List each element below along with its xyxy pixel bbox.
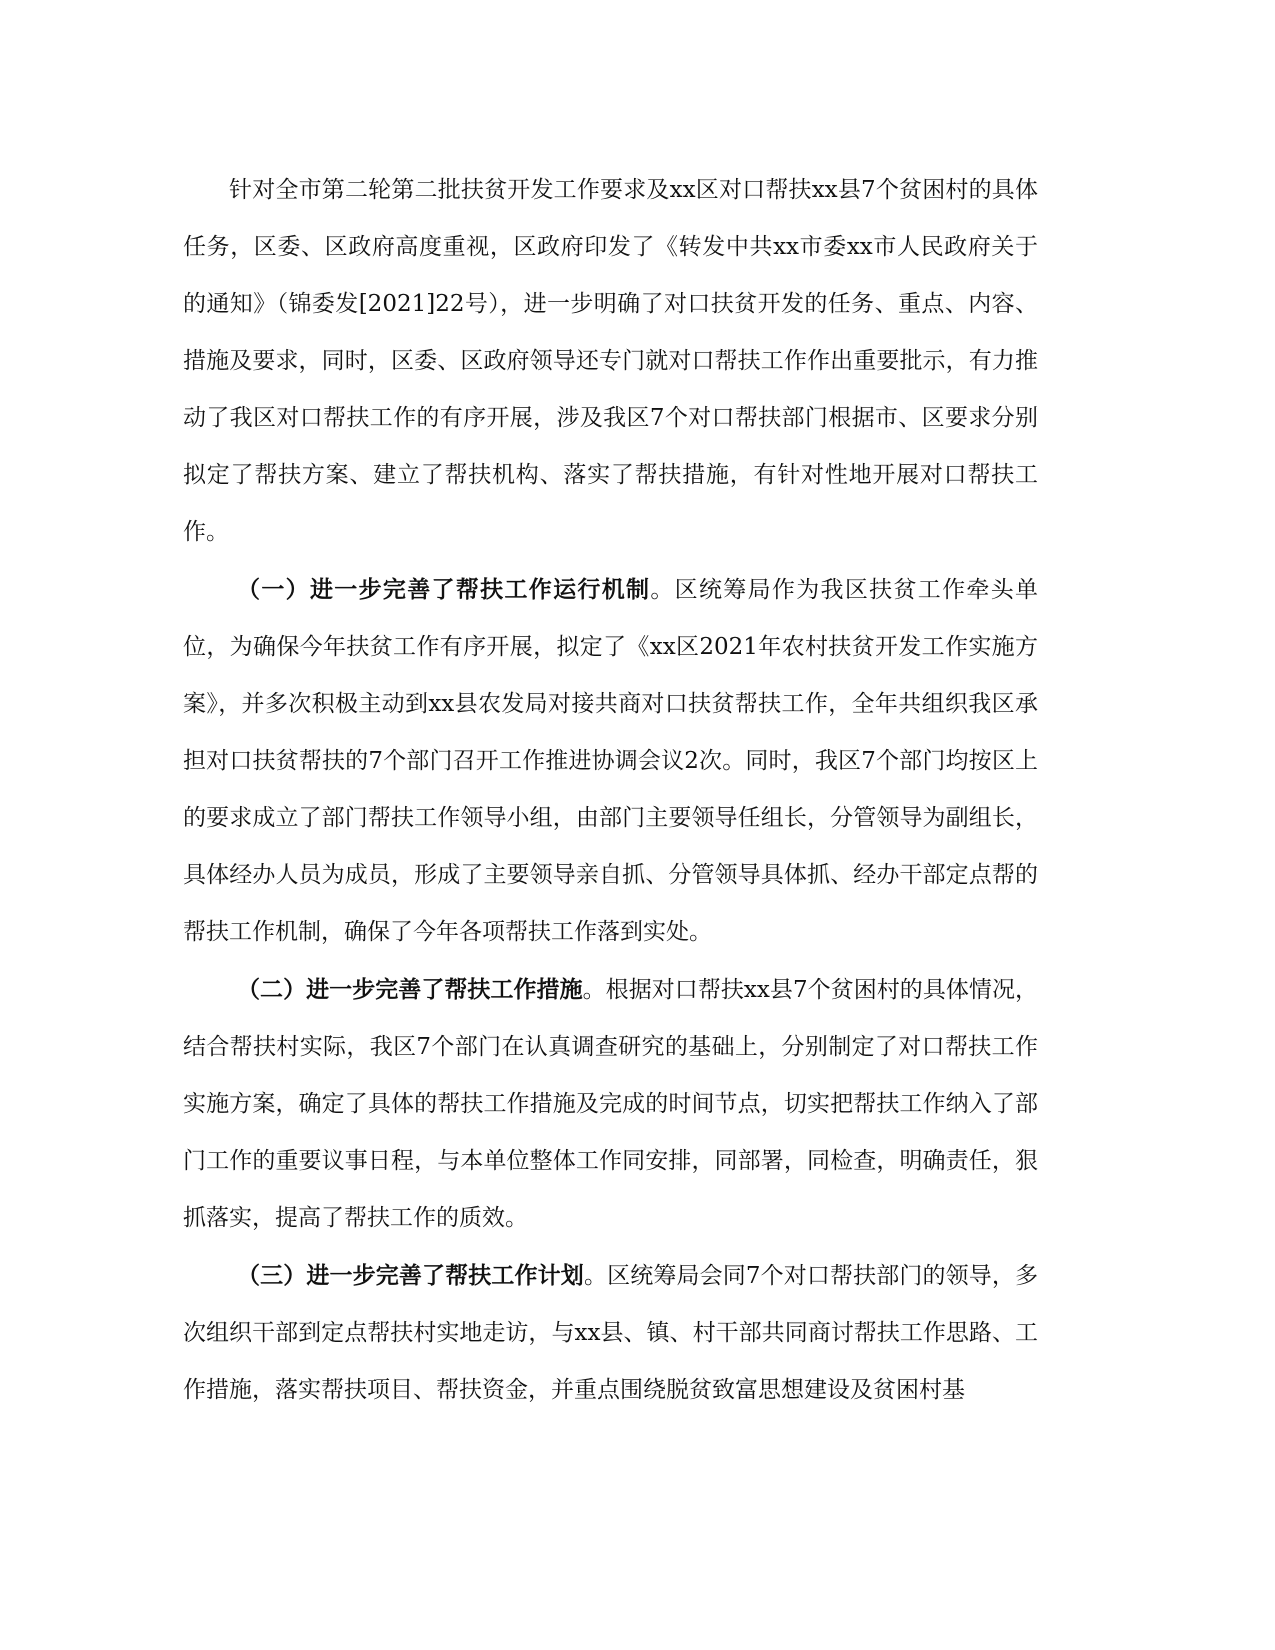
- document-body: [183, 162, 1038, 1419]
- paragraph-section-2: [183, 961, 1038, 1247]
- section-1-heading: （一）进一步完善了帮扶工作运行机制: [237, 576, 651, 603]
- section-3-text: 。区统筹局会同7个对口帮扶部门的领导，多次组织干部到定点帮扶村实地走访，与xx县、镇、村干部共同商讨帮扶工作思路、工作措施，落实帮扶项目、帮扶资金，并重点围绕脱贫致富思想建设及贫困村基: [183, 1263, 1039, 1403]
- paragraph-section-3: [183, 1247, 1038, 1419]
- section-1-text: 。区统筹局作为我区扶贫工作牵头单位，为确保今年扶贫工作有序开展，拟定了《xx区2021年农村扶贫开发工作实施方案》，并多次积极主动到xx县农发局对接共商对口扶贫帮扶工作，全年共组织我区承担对口扶贫帮扶的7个部门召开工作推进协调会议2次。同时，我区7个部门均按区上的要求成立了部门帮扶工作领导小组，由部门主要领导任组长，分管领导为副组长，具体经办人员为成员，形成了主要领导亲自抓、分管领导具体抓、经办干部定点帮的帮扶工作机制，确保了今年各项帮扶工作落到实处。: [183, 577, 1038, 945]
- paragraph-section-1: [183, 561, 1038, 961]
- paragraph-intro: [183, 162, 1038, 561]
- section-3-heading: （三）进一步完善了帮扶工作计划: [237, 1262, 584, 1289]
- section-2-heading: （二）进一步完善了帮扶工作措施: [237, 976, 583, 1003]
- paragraph-intro-text: 针对全市第二轮第二批扶贫开发工作要求及xx区对口帮扶xx县7个贫困村的具体任务，区委、区政府高度重视，区政府印发了《转发中共xx市委xx市人民政府关于的通知》（锦委发[2021]22号），进一步明确了对口扶贫开发的任务、重点、内容、措施及要求，同时，区委、区政府领导还专门就对口帮扶工作作出重要批示，有力推动了我区对口帮扶工作的有序开展，涉及我区7个对口帮扶部门根据市、区要求分别拟定了帮扶方案、建立了帮扶机构、落实了帮扶措施，有针对性地开展对口帮扶工作。: [183, 177, 1038, 545]
- section-2-text: 。根据对口帮扶xx县7个贫困村的具体情况，结合帮扶村实际，我区7个部门在认真调查研究的基础上，分别制定了对口帮扶工作实施方案，确定了具体的帮扶工作措施及完成的时间节点，切实把帮扶工作纳入了部门工作的重要议事日程，与本单位整体工作同安排，同部署，同检查，明确责任，狠抓落实，提高了帮扶工作的质效。: [183, 977, 1039, 1231]
